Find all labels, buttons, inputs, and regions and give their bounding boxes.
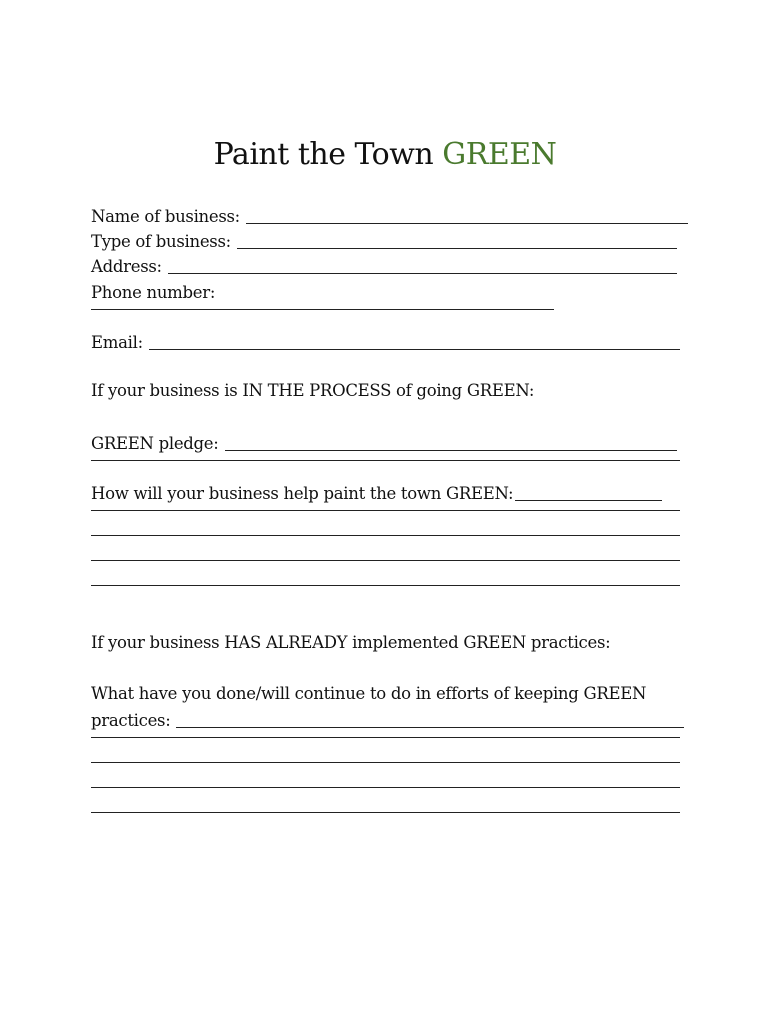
green-pledge-field[interactable] — [225, 435, 677, 451]
name-of-business-label: Name of business: — [91, 207, 240, 226]
address-label: Address: — [91, 257, 162, 276]
title-accent: GREEN — [442, 137, 557, 172]
email-row — [91, 331, 680, 353]
green-pledge-row — [91, 432, 677, 454]
practices-line-5[interactable] — [91, 812, 680, 813]
practices-line-2[interactable] — [91, 737, 680, 738]
phone-number-field[interactable] — [91, 309, 554, 310]
help-paint-line-2[interactable] — [91, 510, 680, 511]
practices-field[interactable] — [176, 712, 684, 728]
help-paint-line-3[interactable] — [91, 535, 680, 536]
name-of-business-field[interactable] — [246, 208, 688, 224]
help-paint-label: How will your business help paint the town GREEN: — [91, 484, 514, 503]
help-paint-line-4[interactable] — [91, 560, 680, 561]
type-of-business-field[interactable] — [237, 233, 677, 249]
already-section-heading: If your business HAS ALREADY implemented GREEN practices: — [91, 633, 611, 652]
type-of-business-label: Type of business: — [91, 232, 231, 251]
practices-row — [91, 709, 684, 731]
help-paint-line-5[interactable] — [91, 585, 680, 586]
address-row — [91, 255, 677, 277]
title-main: Paint the Town — [213, 137, 443, 172]
email-label: Email: — [91, 333, 143, 352]
help-paint-row — [91, 482, 662, 504]
process-section-heading: If your business is IN THE PROCESS of going GREEN: — [91, 381, 535, 400]
green-pledge-label: GREEN pledge: — [91, 434, 219, 453]
address-field[interactable] — [168, 258, 677, 274]
practices-label: practices: — [91, 711, 171, 730]
practices-line-3[interactable] — [91, 762, 680, 763]
phone-number-row — [91, 281, 215, 303]
practices-line-4[interactable] — [91, 787, 680, 788]
name-of-business-row — [91, 205, 688, 227]
already-question-line-1: What have you done/will continue to do in efforts of keeping GREEN — [91, 684, 647, 703]
help-paint-field[interactable] — [515, 485, 662, 501]
green-pledge-line-2[interactable] — [91, 460, 680, 461]
phone-number-label: Phone number: — [91, 283, 216, 302]
type-of-business-row — [91, 230, 677, 252]
page-title — [0, 136, 770, 174]
email-field[interactable] — [149, 334, 680, 350]
